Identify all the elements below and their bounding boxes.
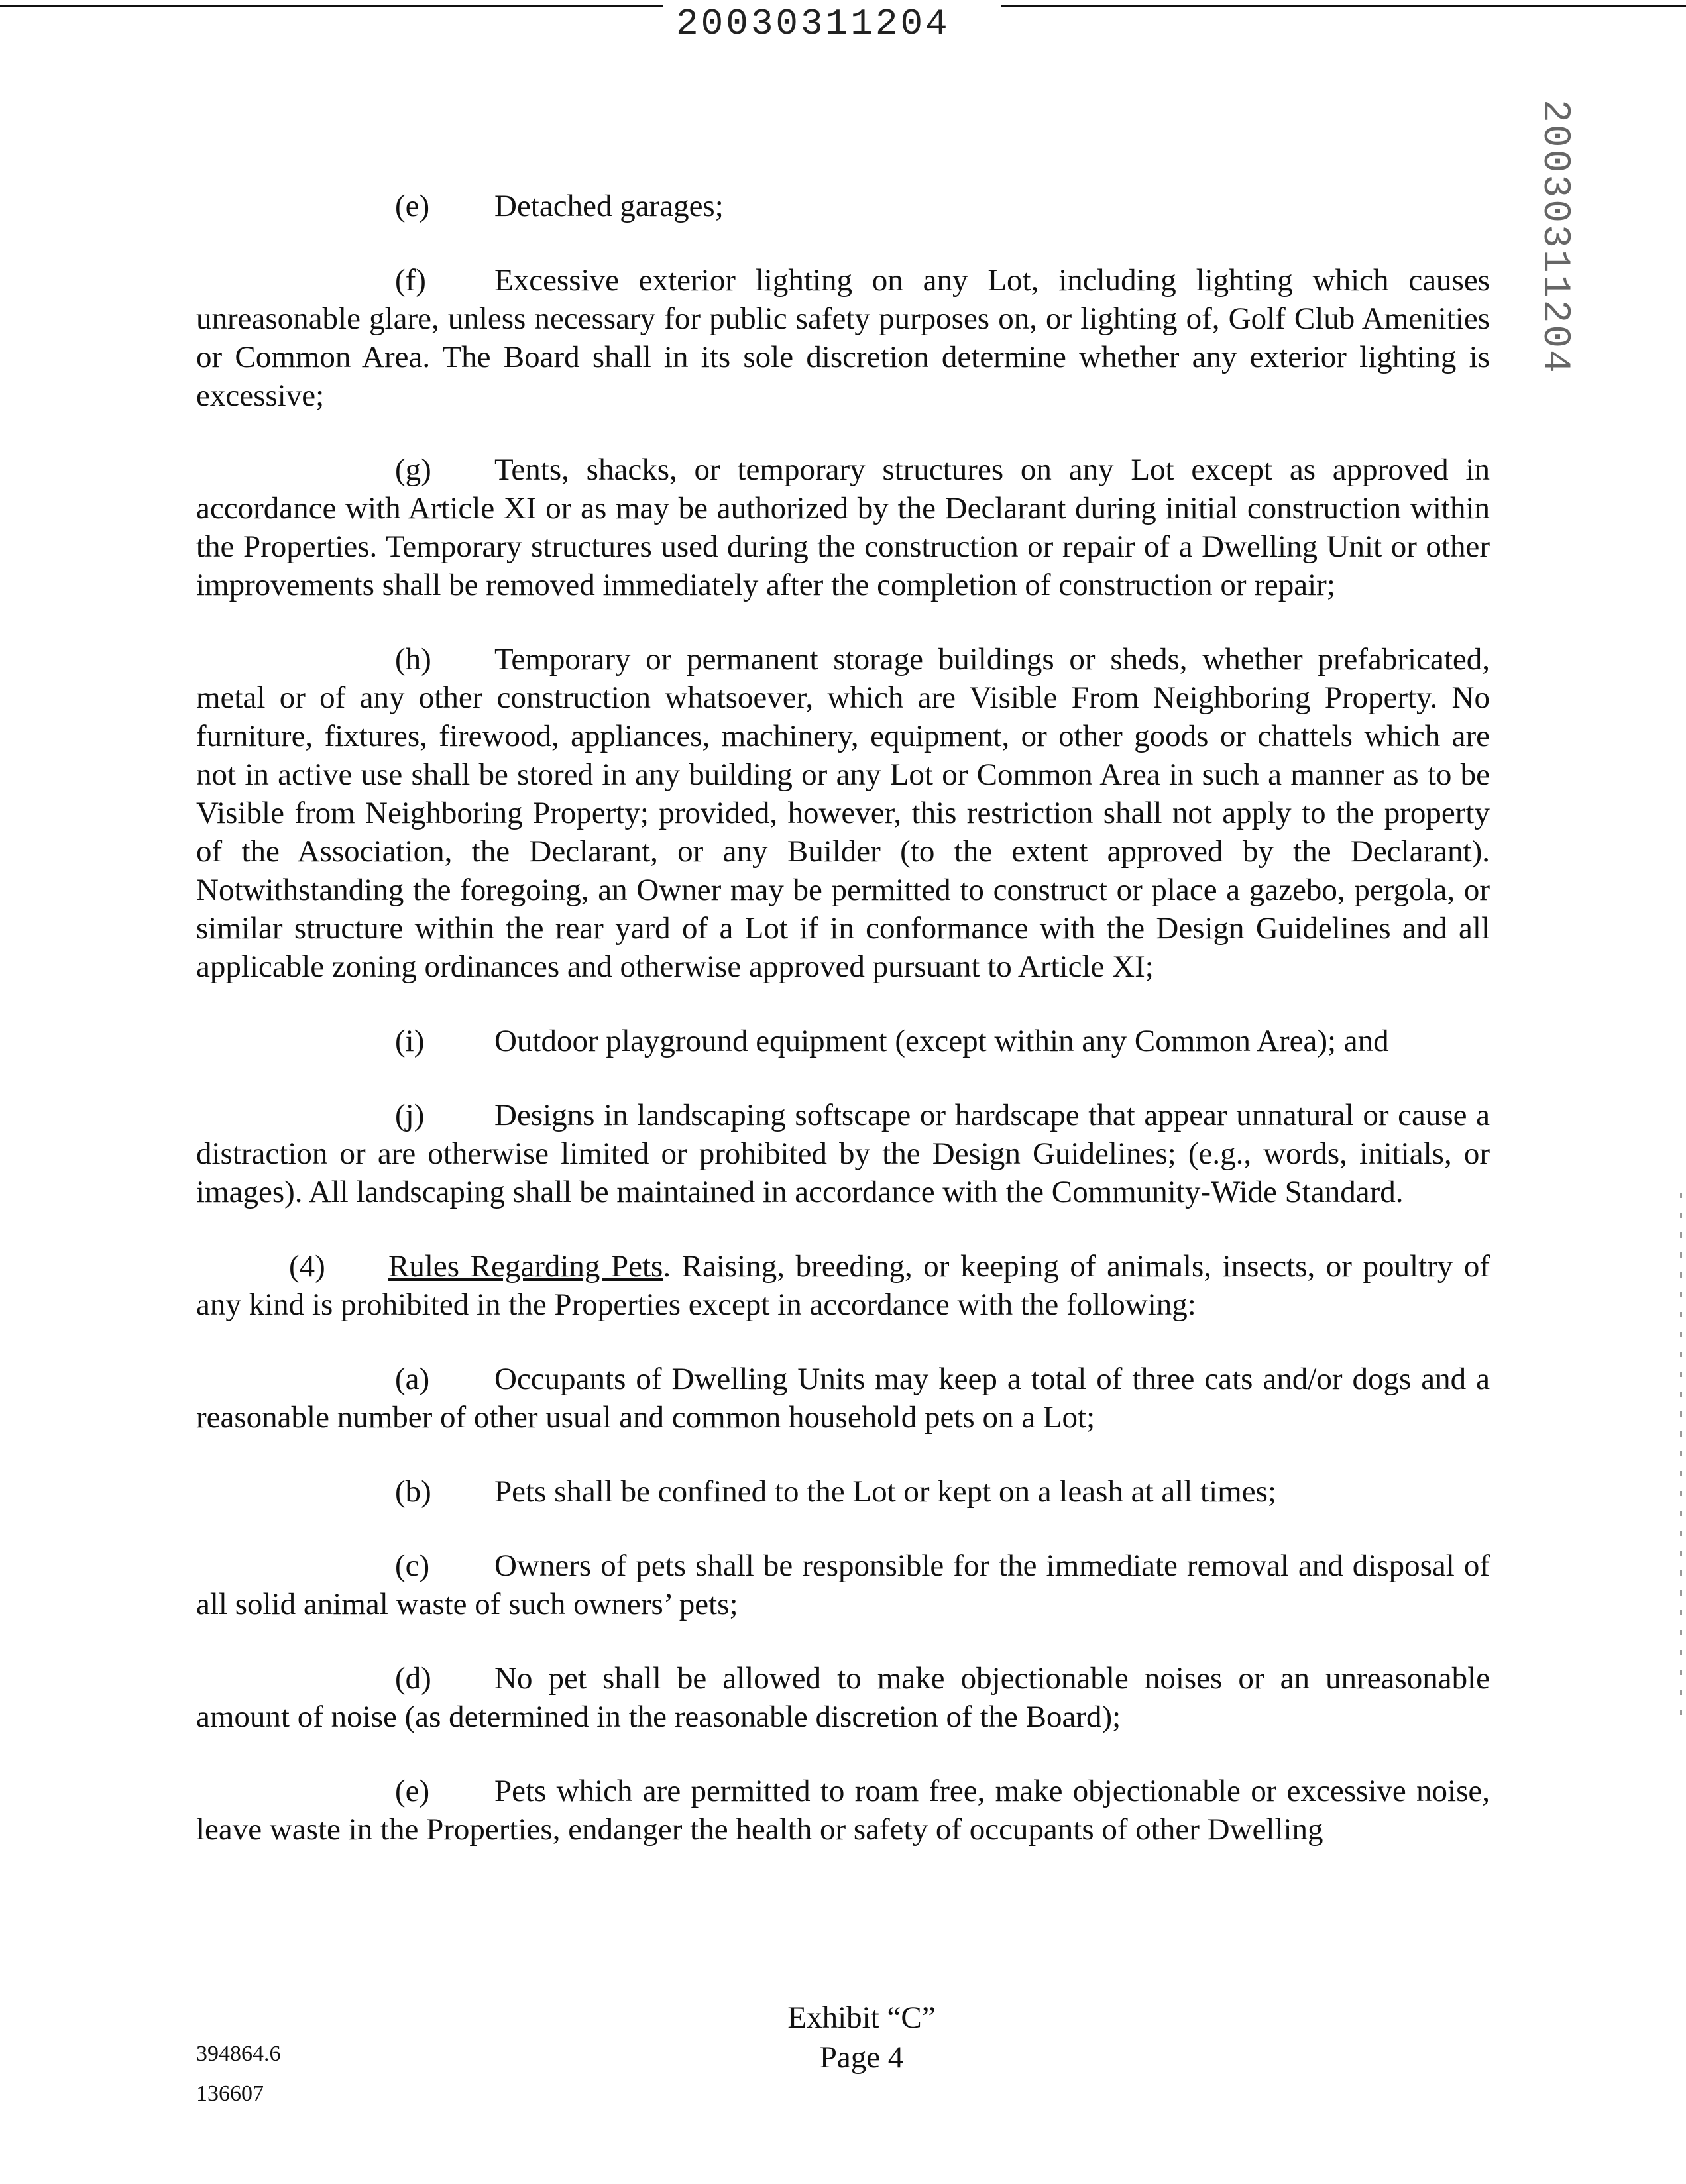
paragraph-label: (j) bbox=[395, 1098, 425, 1132]
pets-section bbox=[196, 1247, 1490, 1324]
paragraph-label: (i) bbox=[395, 1024, 425, 1058]
rule-label: (d) bbox=[395, 1661, 431, 1696]
document-body bbox=[196, 187, 1490, 1884]
rule-label: (e) bbox=[395, 1774, 430, 1808]
rule-text: Owners of pets shall be responsible for the immediate removal and disposal of all solid animal waste of such owners’ pets; bbox=[196, 1549, 1490, 1621]
paragraph-text: Designs in landscaping softscape or hardscape that appear unnatural or cause a distraction or are otherwise limited or prohibited by the Design Guidelines; (e.g., words, initials, or images). All landscaping shall be maintained in accordance with the Community-Wide Standard. bbox=[196, 1098, 1490, 1209]
top-rule-left bbox=[0, 5, 663, 7]
pet-rule-d bbox=[196, 1659, 1490, 1736]
rule-text: Pets shall be confined to the Lot or kept on a leash at all times; bbox=[494, 1474, 1276, 1509]
rule-text: No pet shall be allowed to make objectionable noises or an unreasonable amount of noise (as determined in the reasonable discretion of the Board); bbox=[196, 1661, 1490, 1734]
paragraph-text: Tents, shacks, or temporary structures on any Lot except as approved in accordance with Article XI or as may be authorized by the Declarant during initial construction within the Properties. Temporary structures used during the construction or repair of a Dwelling Unit or other improvements shall be removed immediately after the completion of construction or repair; bbox=[196, 453, 1490, 602]
rule-label: (c) bbox=[395, 1549, 430, 1583]
top-rule-right bbox=[1001, 5, 1686, 7]
paragraph-j bbox=[196, 1096, 1490, 1211]
side-stamp: 20030311204 bbox=[1533, 99, 1576, 375]
paragraph-text: Outdoor playground equipment (except within any Common Area); and bbox=[494, 1024, 1389, 1058]
paragraph-g bbox=[196, 451, 1490, 604]
paragraph-text: Temporary or permanent storage buildings or sheds, whether prefabricated, metal or of any other construction whatsoever, which are Visible From Neighboring Property. No furniture, fixtures, firewood, appliances, machinery, equipment, or other goods or chattels which are not in active use shall be stored in any building or any Lot or Common Area in such a manner as to be Visible from Neighboring Property; provided, however, this restriction shall not apply to the property of the Association, the Declarant, or any Builder (to the extent approved by the Declarant). Notwithstanding the foregoing, an Owner may be permitted to construct or place a gazebo, pergola, or similar structure within the rear yard of a Lot if in conformance with the Design Guidelines and all applicable zoning ordinances and otherwise approved pursuant to Article XI; bbox=[196, 642, 1490, 984]
paragraph-label: (f) bbox=[395, 263, 426, 298]
matter-number: 136607 bbox=[196, 2081, 264, 2106]
paragraph-text: Excessive exterior lighting on any Lot, including lighting which causes unreasonable glare, unless necessary for public safety purposes on, or lighting of, Golf Club Amenities or Common Area. The Board shall in its sole discretion determine whether any exterior lighting is excessive; bbox=[196, 263, 1490, 413]
rule-text: Occupants of Dwelling Units may keep a total of three cats and/or dogs and a reasonable number of other usual and common household pets on a Lot; bbox=[196, 1362, 1490, 1435]
page-number: Page 4 bbox=[819, 2040, 904, 2075]
section-label: (4) bbox=[289, 1249, 325, 1283]
paragraph-text: Detached garages; bbox=[494, 189, 724, 223]
pet-rule-a bbox=[196, 1360, 1490, 1437]
footer-exhibit bbox=[696, 1998, 1027, 2077]
paragraph-h bbox=[196, 640, 1490, 986]
record-number: 20030311204 bbox=[676, 3, 950, 45]
rule-label: (b) bbox=[395, 1474, 431, 1509]
pet-rule-c bbox=[196, 1547, 1490, 1623]
paragraph-f bbox=[196, 261, 1490, 415]
rule-label: (a) bbox=[395, 1362, 430, 1396]
section-heading: Rules Regarding Pets bbox=[388, 1249, 663, 1283]
section-text: . Raising, breeding, or keeping of animals, insects, or poultry of any kind is prohibited in the Properties except in accordance with the following: bbox=[196, 1249, 1490, 1322]
paragraph-label: (g) bbox=[395, 453, 431, 487]
exhibit-label: Exhibit “C” bbox=[787, 2000, 936, 2035]
paragraph-label: (e) bbox=[395, 189, 430, 223]
paragraph-label: (h) bbox=[395, 642, 431, 677]
pet-rule-e bbox=[196, 1772, 1490, 1849]
footer-doc-ids bbox=[196, 2034, 281, 2114]
pet-rule-b bbox=[196, 1472, 1490, 1511]
doc-number: 394864.6 bbox=[196, 2042, 281, 2066]
paragraph-i bbox=[196, 1022, 1490, 1060]
scan-edge-dots bbox=[1680, 1193, 1682, 1723]
paragraph-e bbox=[196, 187, 1490, 225]
rule-text: Pets which are permitted to roam free, make objectionable or excessive noise, leave waste in the Properties, endanger the health or safety of occupants of other Dwelling bbox=[196, 1774, 1490, 1847]
